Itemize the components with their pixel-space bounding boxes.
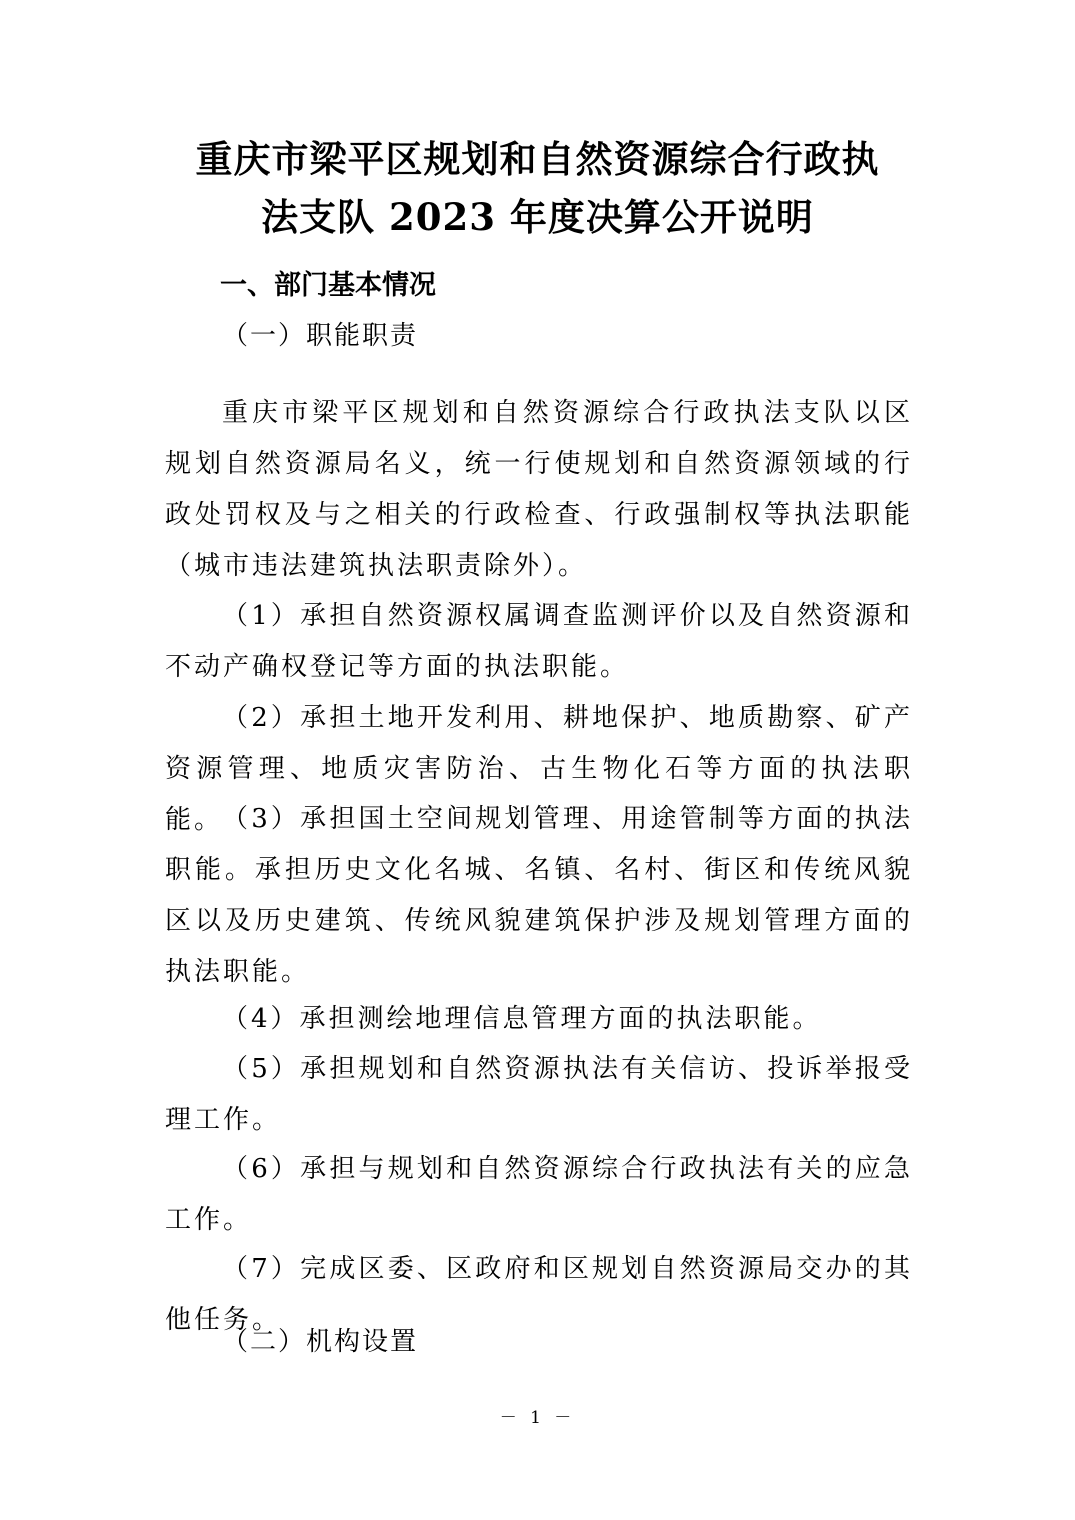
- duty-paragraph-6: （6）承担与规划和自然资源综合行政执法有关的应急工作。: [165, 1154, 913, 1235]
- duty-paragraph-1: （1）承担自然资源权属调查监测评价以及自然资源和不动产确权登记等方面的执法职能。: [165, 601, 913, 682]
- duty-paragraph-4: （4）承担测绘地理信息管理方面的执法职能。: [222, 1004, 822, 1034]
- subsection-heading-duties: （一）职能职责: [222, 321, 419, 351]
- duty-paragraph-7: （7）完成区委、区政府和区规划自然资源局交办的其他任务。: [165, 1254, 913, 1335]
- subsection-heading-organization: （二）机构设置: [222, 1327, 419, 1357]
- duty-paragraph-3: （3）承担国土空间规划管理、用途管制等方面的执法职能。承担历史文化名城、名镇、名村、街区和传统风貌区以及历史建筑、传统风貌建筑保护涉及规划管理方面的执法职能。: [165, 804, 913, 987]
- document-title-line-1: 重庆市梁平区规划和自然资源综合行政执: [195, 137, 880, 181]
- page-number: － 1 －: [499, 1408, 576, 1428]
- document-title-line-2: 法支队 2023 年度决算公开说明: [261, 195, 814, 239]
- duty-paragraph-2: （2）承担土地开发利用、耕地保护、地质勘察、矿产资源管理、地质灾害防治、古生物化石等方面的执法职能。: [165, 703, 913, 835]
- intro-paragraph: 重庆市梁平区规划和自然资源综合行政执法支队以区规划自然资源局名义，统一行使规划和自然资源领域的行政处罚权及与之相关的行政检查、行政强制权等执法职能（城市违法建筑执法职责除外）。: [165, 398, 913, 581]
- duty-paragraph-5: （5）承担规划和自然资源执法有关信访、投诉举报受理工作。: [165, 1054, 913, 1135]
- section-heading-basic-info: 一、部门基本情况: [220, 270, 436, 301]
